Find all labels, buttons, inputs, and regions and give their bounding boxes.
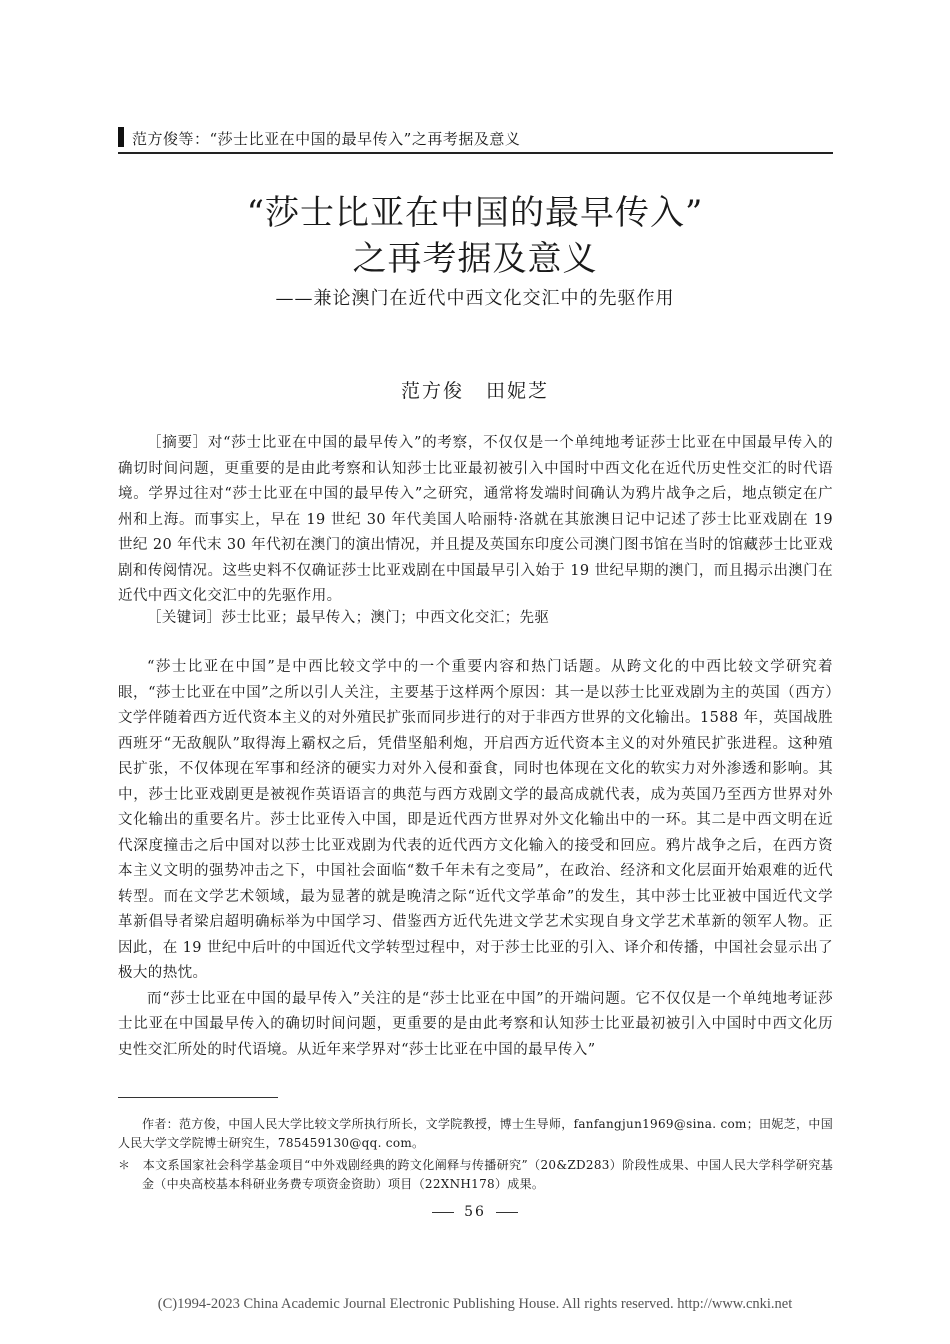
body-text xyxy=(118,655,833,1063)
author-name: 田妮芝 xyxy=(486,380,550,402)
body-paragraph: 而“莎士比亚在中国的最早传入”关注的是“莎士比亚在中国”的开端问题。它不仅仅是一个单纯地考证莎士比亚在中国最早传入的确切时间问题，更重要的是由此考察和认知莎士比亚最初被引入中国时中西文化历史性交汇所处的时代语境。从近年来学界对“莎士比亚在中国的最早传入” xyxy=(118,990,833,1058)
footnote-author-info: 作者：范方俊，中国人民大学比较文学所执行所长，文学院教授，博士生导师，fanfangjun1969@sina. com；田妮芝，中国人民大学文学院博士研究生，785459130@qq. com。 xyxy=(118,1117,833,1150)
footnotes xyxy=(118,1115,833,1197)
page-number xyxy=(0,1204,950,1220)
keywords xyxy=(118,606,833,632)
keywords-text: ［关键词］莎士比亚；最早传入；澳门；中西文化交汇；先驱 xyxy=(147,610,550,626)
article-title-line-2: 之再考据及意义 xyxy=(352,239,598,279)
abstract xyxy=(118,431,833,610)
body-paragraph: “莎士比亚在中国”是中西比较文学中的一个重要内容和热门话题。从跨文化的中西比较文学研究着眼，“莎士比亚在中国”之所以引人关注，主要基于这样两个原因：其一是以莎士比亚戏剧为主的英国（西方）文学伴随着西方近代资本主义的对外殖民扩张而同步进行的对于非西方世界的文化输出。1588 年，英国战胜西班牙“无敌舰队”取得海上霸权之后，凭借坚船利炮，开启西方近代资本主义的对外殖民扩张进程。这种殖民扩张，不仅体现在军事和经济的硬实力对外入侵和蚕食，同时也体现在文化的软实力对外渗透和影响。其中，莎士比亚戏剧更是被视作英语语言的典范与西方戏剧文学的最高成就代表，成为英国乃至西方世界对外文化输出的重要名片。莎士比亚传入中国，即是近代西方世界对外文化输出中的一环。其二是中西文明在近代深度撞击之后中国对以莎士比亚戏剧为代表的近代西方文化输入的接受和回应。鸦片战争之后，在西方资本主义文明的强势冲击之下，中国社会面临“数千年未有之变局”，在政治、经济和文化层面开始艰难的近代转型。而在文学艺术领域，最为显著的就是晚清之际“近代文学革命”的发生，其中莎士比亚被中国近代文学革新倡导者梁启超明确标举为中国学习、借鉴西方近代先进文学艺术实现自身文学艺术革新的领军人物。正因此，在 19 世纪中后叶的中国近代文学转型过程中，对于莎士比亚的引入、译介和传播，中国社会显示出了极大的热忱。 xyxy=(118,659,833,981)
abstract-text: ［摘要］对“莎士比亚在中国的最早传入”的考察，不仅仅是一个单纯地考证莎士比亚在中国最早传入的确切时间问题，更重要的是由此考察和认知莎士比亚最初被引入中国时中西文化在近代历史性交汇的时代语境。学界过往对“莎士比亚在中国的最早传入”之研究，通常将发端时间确认为鸦片战争之后，地点锁定在广州和上海。而事实上，早在 19 世纪 30 年代美国人哈丽特·洛就在其旅澳日记中记述了莎士比亚戏剧在 19 世纪 20 年代末 30 年代初在澳门的演出情况，并且提及英国东印度公司澳门图书馆在当时的馆藏莎士比亚戏剧和传阅情况。这些史料不仅确证莎士比亚戏剧在中国最早引入始于 19 世纪早期的澳门，而且揭示出澳门在近代中西文化交汇中的先驱作用。 xyxy=(118,435,833,604)
title-block xyxy=(0,190,950,314)
article-subtitle: ——兼论澳门在近代中西文化交汇中的先驱作用 xyxy=(275,288,675,309)
running-header-text: 范方俊等：“莎士比亚在中国的最早传入”之再考据及意义 xyxy=(132,130,521,148)
running-header xyxy=(118,124,833,154)
page-number-value: 56 xyxy=(464,1204,486,1220)
article-title-line-1: “莎士比亚在中国的最早传入” xyxy=(246,193,704,233)
author-name: 范方俊 xyxy=(400,380,464,402)
copyright-footer: (C)1994-2023 China Academic Journal Electronic Publishing House. All rights reserved. http://www.cnki.net xyxy=(157,1296,793,1312)
header-bar-marker xyxy=(118,127,124,147)
footnote-funding: ＊ 本文系国家社会科学基金项目“中外戏剧经典的跨文化阐释与传播研究”（20&ZD283）阶段性成果、中国人民大学科学研究基金（中央高校基本科研业务费专项资金资助）项目（22XNH178）成果。 xyxy=(118,1158,833,1191)
footnote-divider xyxy=(118,1097,278,1098)
author-list xyxy=(0,376,950,403)
